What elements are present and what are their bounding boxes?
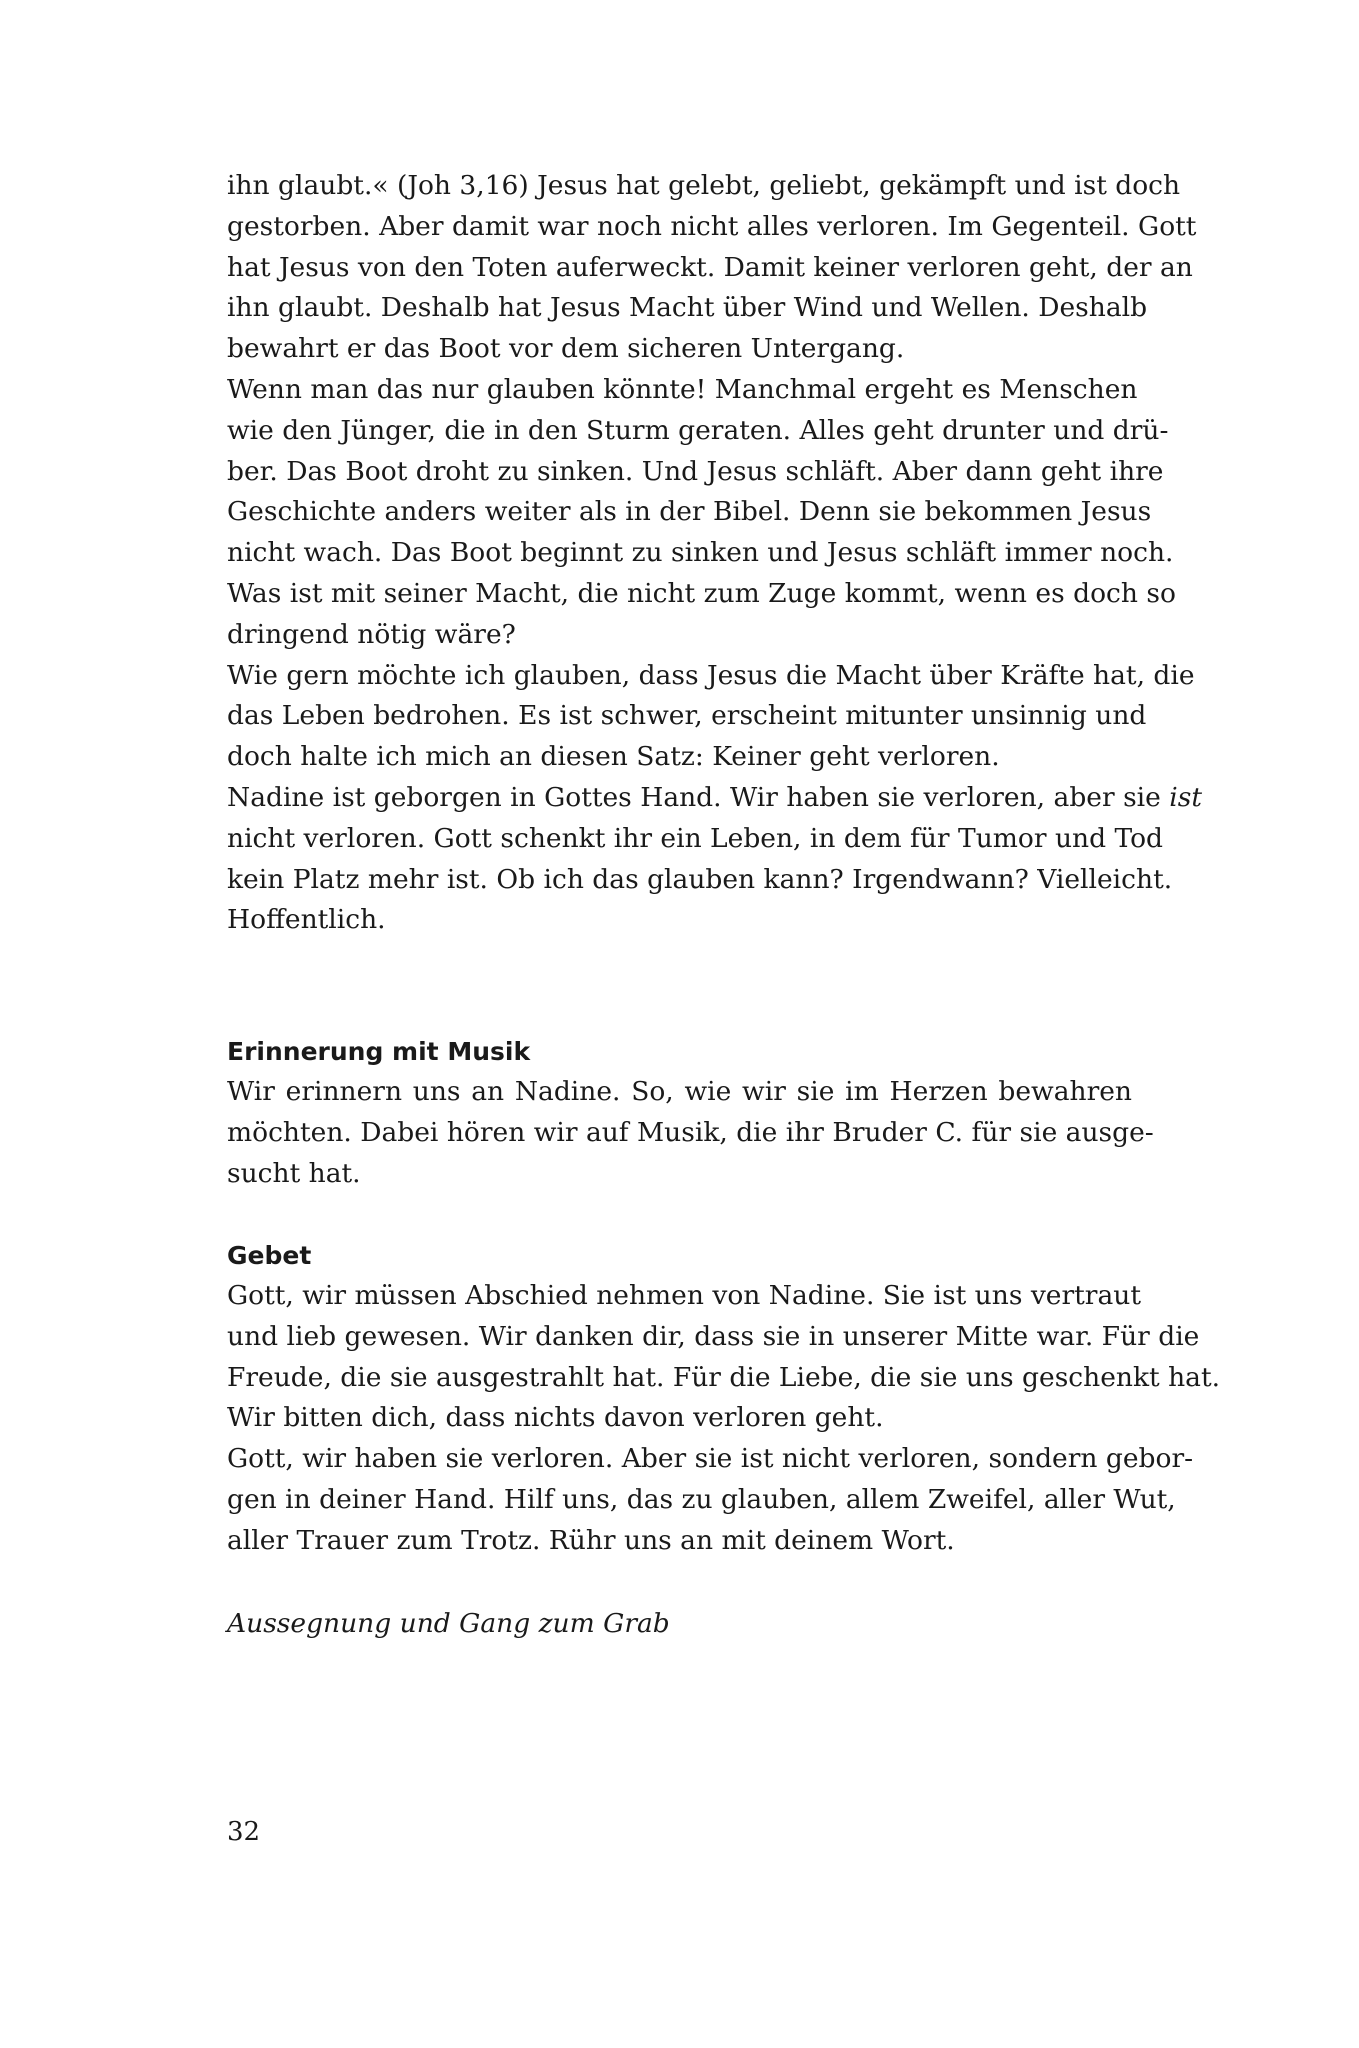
page-number: 32 bbox=[227, 1817, 261, 1847]
body-line: ihn glaubt. Deshalb hat Jesus Macht über Wind und Wellen. Deshalb bbox=[227, 292, 1148, 324]
body-line: Wie gern möchte ich glauben, dass Jesus die Macht über Kräfte hat, die bbox=[227, 659, 1195, 691]
body-line: doch halte ich mich an diesen Satz: Keiner geht verloren. bbox=[227, 741, 1000, 773]
body-line: Geschichte anders weiter als in der Bibel. Denn sie bekommen Jesus bbox=[227, 496, 1152, 528]
body-line: hat Jesus von den Toten auferweckt. Damit keiner verloren geht, der an bbox=[227, 251, 1193, 283]
main-paragraphs bbox=[227, 166, 1202, 941]
closing-instruction: Aussegnung und Gang zum Grab bbox=[227, 1608, 670, 1639]
body-line: wie den Jünger, die in den Sturm geraten. Alles geht drunter und drü- bbox=[227, 414, 1169, 446]
body-text: Nadine ist geborgen in Gottes Hand. Wir haben sie verloren, aber sie bbox=[227, 781, 1161, 813]
body-line: Gott, wir haben sie verloren. Aber sie ist nicht verloren, sondern gebor- bbox=[227, 1443, 1194, 1475]
body-line: dringend nötig wäre? bbox=[227, 618, 516, 650]
section-heading-prayer: Gebet bbox=[227, 1241, 312, 1270]
body-line: Wir bitten dich, dass nichts davon verloren geht. bbox=[227, 1402, 884, 1434]
body-line: kein Platz mehr ist. Ob ich das glauben kann? Irgendwann? Vielleicht. bbox=[227, 863, 1173, 895]
body-line: und lieb gewesen. Wir danken dir, dass sie in unserer Mitte war. Für die bbox=[227, 1320, 1200, 1352]
body-line: ber. Das Boot droht zu sinken. Und Jesus schläft. Aber dann geht ihre bbox=[227, 455, 1164, 487]
body-line: nicht wach. Das Boot beginnt zu sinken und Jesus schläft immer noch. bbox=[227, 537, 1174, 569]
body-line: aller Trauer zum Trotz. Rühr uns an mit deinem Wort. bbox=[227, 1524, 955, 1556]
body-line: Wir erinnern uns an Nadine. So, wie wir sie im Herzen bewahren bbox=[227, 1076, 1132, 1107]
body-line: ihn glaubt.« (Joh 3,16) Jesus hat gelebt, geliebt, gekämpft und ist doch bbox=[227, 170, 1181, 201]
body-line: bewahrt er das Boot vor dem sicheren Untergang. bbox=[227, 333, 905, 365]
body-line: nicht verloren. Gott schenkt ihr ein Leben, in dem für Tumor und Tod bbox=[227, 822, 1164, 854]
prayer-paragraph bbox=[227, 1276, 1221, 1562]
body-line: möchten. Dabei hören wir auf Musik, die ihr Bruder C. für sie ausge- bbox=[227, 1116, 1154, 1148]
body-line: gen in deiner Hand. Hilf uns, das zu glauben, allem Zweifel, aller Wut, bbox=[227, 1483, 1176, 1515]
body-line: das Leben bedrohen. Es ist schwer, erscheint mitunter unsinnig und bbox=[227, 700, 1147, 732]
body-line: Freude, die sie ausgestrahlt hat. Für die Liebe, die sie uns geschenkt hat. bbox=[227, 1361, 1221, 1393]
body-line: gestorben. Aber damit war noch nicht alles verloren. Im Gegenteil. Gott bbox=[227, 210, 1197, 242]
body-line: Hoffentlich. bbox=[227, 904, 386, 936]
body-line: sucht hat. bbox=[227, 1157, 361, 1189]
music-paragraph bbox=[227, 1072, 1154, 1194]
body-line: Gott, wir müssen Abschied nehmen von Nadine. Sie ist uns vertraut bbox=[227, 1280, 1141, 1311]
body-line-mixed bbox=[227, 778, 1202, 819]
body-line: Wenn man das nur glauben könnte! Manchmal ergeht es Menschen bbox=[227, 373, 1138, 405]
section-heading-music: Erinnerung mit Musik bbox=[227, 1037, 531, 1066]
emphasis-text: ist bbox=[1169, 781, 1202, 813]
body-line: Was ist mit seiner Macht, die nicht zum Zuge kommt, wenn es doch so bbox=[227, 577, 1176, 609]
